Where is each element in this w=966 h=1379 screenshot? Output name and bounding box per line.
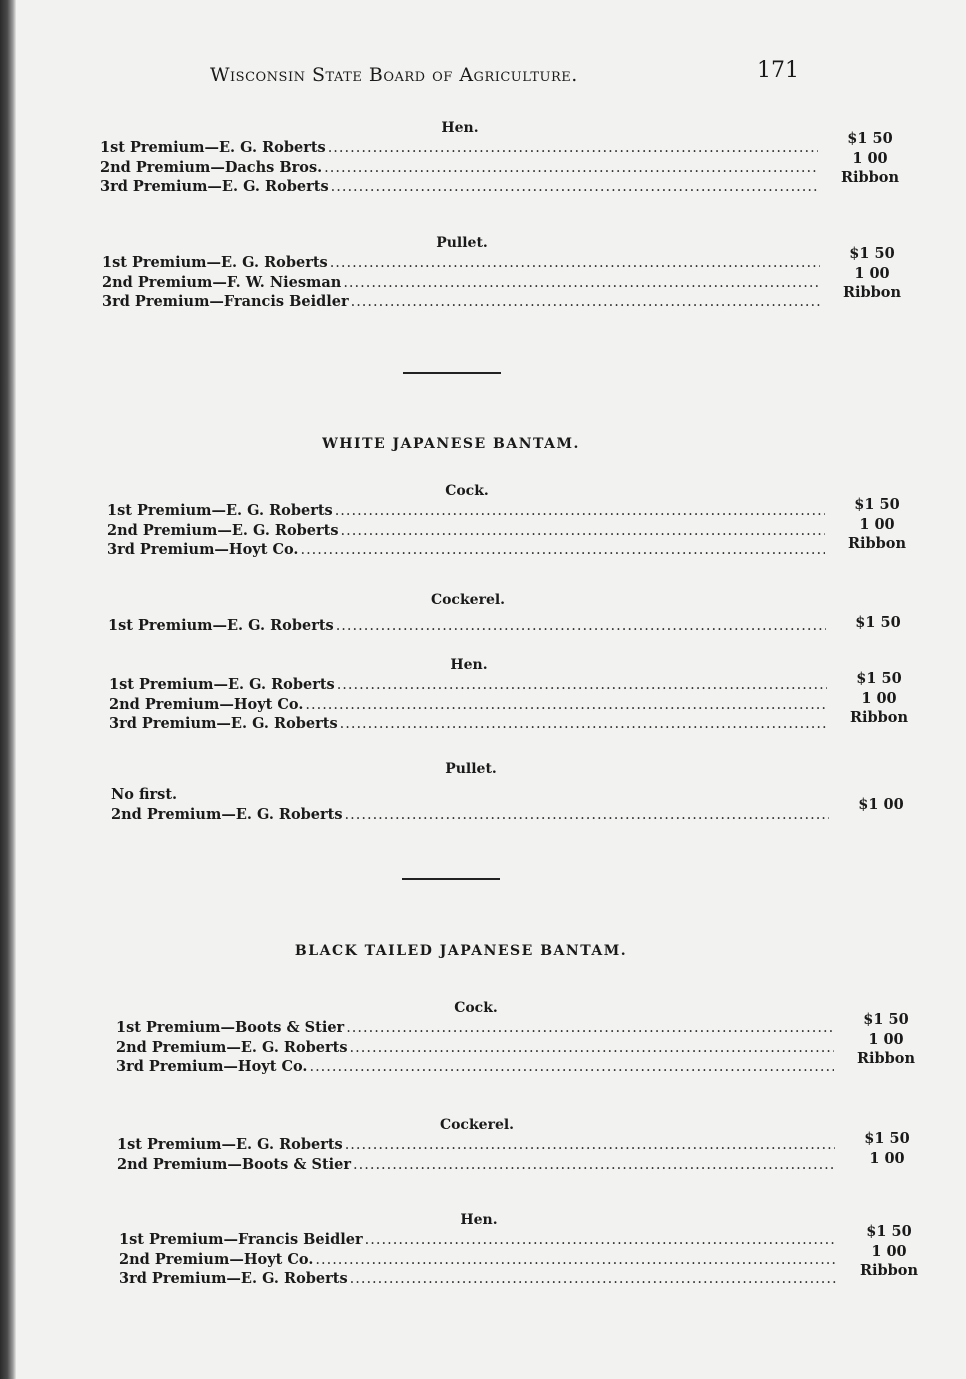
running-title: Wisconsin State Board of Agriculture. (210, 64, 578, 86)
group-heading: Hen. (450, 657, 488, 673)
leader-dots (328, 139, 818, 159)
entry-amount: $1 50 (863, 1011, 909, 1028)
entry-label: 2nd Premium—Hoyt Co. (119, 1250, 314, 1268)
entry-amount: 1 00 (869, 1149, 905, 1167)
entry-list (116, 1011, 916, 1077)
entry-note: No first. (111, 786, 178, 803)
leader-dots (345, 806, 829, 826)
entry-amount: 1 00 (871, 1242, 907, 1260)
entry-row (116, 1057, 836, 1077)
entry-amount: Ribbon (849, 709, 909, 726)
entry-label: 2nd Premium—Dachs Bros. (100, 158, 323, 176)
entry-row (111, 805, 831, 825)
entry-note-row (111, 785, 831, 805)
leader-dots (350, 1270, 837, 1290)
group-white-cock (107, 481, 907, 560)
entry-amount: $1 50 (854, 496, 900, 513)
leader-dots (365, 1231, 837, 1251)
group-white-cockerel (108, 590, 901, 636)
entry-amount: $1 50 (849, 245, 895, 262)
entry-list (100, 130, 900, 197)
group-white-pullet (111, 759, 904, 824)
entry-label: 3rd Premium—Hoyt Co. (107, 541, 299, 558)
group-white-hen (109, 655, 909, 734)
entry-amount: 1 00 (854, 264, 890, 282)
group-heading: Cockerel. (430, 592, 506, 608)
entry-label: 2nd Premium—E. G. Roberts (107, 521, 339, 539)
group-heading: Hen. (441, 120, 479, 136)
leader-dots (345, 1136, 835, 1156)
entry-row (117, 1135, 837, 1155)
leader-dots (353, 1156, 835, 1176)
entry-row (119, 1230, 839, 1250)
entry-row (102, 292, 822, 312)
entry-amount: $1 50 (847, 130, 893, 147)
leader-dots (305, 696, 827, 716)
entry-amount: $1 00 (858, 796, 904, 813)
section-title-black: BLACK TAILED JAPANESE BANTAM. (294, 943, 628, 959)
group-heading: Hen. (460, 1212, 498, 1228)
group-heading: Cock. (445, 483, 489, 499)
entry-amount: Ribbon (859, 1262, 919, 1279)
amount-column (837, 244, 907, 303)
amount-column (854, 1222, 924, 1281)
entry-amount: 1 00 (859, 515, 895, 533)
group-heading: Cockerel. (439, 1117, 515, 1133)
entry-row (100, 158, 820, 178)
amount-column (843, 613, 913, 633)
entry-row (109, 675, 829, 695)
entry-row (109, 714, 829, 734)
leader-dots (300, 541, 825, 561)
section-divider (402, 878, 500, 880)
group-heading: Cock. (454, 1000, 498, 1016)
leader-dots (346, 1019, 834, 1039)
entry-label: 1st Premium—E. G. Roberts (102, 254, 328, 271)
entry-label: 1st Premium—Boots & Stier (116, 1019, 345, 1036)
entry-list (111, 785, 904, 824)
leader-dots (309, 1058, 834, 1078)
entry-label: 1st Premium—Francis Beidler (119, 1231, 363, 1248)
section-divider (403, 372, 501, 374)
leader-dots (315, 1251, 837, 1271)
entry-label: 2nd Premium—E. G. Roberts (111, 805, 343, 823)
entry-label: 2nd Premium—F. W. Niesman (102, 273, 342, 291)
entry-row (107, 501, 827, 521)
group-heading: Pullet. (445, 761, 497, 777)
leader-dots (324, 159, 818, 179)
entry-row (116, 1038, 836, 1058)
group-black-hen (119, 1210, 919, 1289)
leader-dots (331, 178, 818, 198)
entry-amount: Ribbon (842, 284, 902, 301)
leader-dots (340, 715, 827, 735)
amount-column (852, 1129, 922, 1168)
entry-row (100, 138, 820, 158)
page-number: 171 (757, 58, 799, 83)
entry-list (108, 614, 901, 636)
amount-column (851, 1010, 921, 1069)
group-black-cockerel (117, 1115, 910, 1174)
entry-label: 2nd Premium—Hoyt Co. (109, 695, 304, 713)
entry-row (108, 616, 828, 636)
leader-dots (343, 274, 820, 294)
entry-amount: 1 00 (852, 149, 888, 167)
entry-amount: Ribbon (847, 535, 907, 552)
entry-row (100, 177, 820, 197)
leader-dots (341, 522, 825, 542)
entry-label: 1st Premium—E. G. Roberts (100, 139, 326, 156)
entry-label: 2nd Premium—Boots & Stier (117, 1155, 352, 1173)
entry-amount: Ribbon (840, 169, 900, 186)
amount-column (844, 669, 914, 728)
entry-label: 3rd Premium—Hoyt Co. (116, 1058, 308, 1075)
entry-amount: 1 00 (868, 1030, 904, 1048)
entry-row (116, 1018, 836, 1038)
entry-label: 1st Premium—E. G. Roberts (107, 502, 333, 519)
entry-row (107, 521, 827, 541)
entry-list (102, 245, 902, 312)
entry-label: 3rd Premium—Francis Beidler (102, 293, 349, 310)
leader-dots (336, 617, 826, 637)
entry-amount: $1 50 (864, 1130, 910, 1147)
entry-row (102, 273, 822, 293)
entry-row (107, 540, 827, 560)
entry-amount: Ribbon (856, 1050, 916, 1067)
amount-column (835, 129, 905, 188)
entry-label: 3rd Premium—E. G. Roberts (109, 715, 338, 732)
entry-row (119, 1269, 839, 1289)
leader-dots (335, 502, 825, 522)
entry-list (107, 496, 907, 560)
entry-amount: $1 50 (866, 1223, 912, 1240)
running-header (0, 58, 966, 94)
group-black-cock (116, 998, 916, 1077)
entry-label: 3rd Premium—E. G. Roberts (119, 1270, 348, 1287)
entry-amount: $1 50 (855, 614, 901, 631)
entry-row (102, 253, 822, 273)
book-binding-edge (0, 0, 16, 1379)
leader-dots (350, 1039, 834, 1059)
leader-dots (330, 254, 820, 274)
section-title-white: WHITE JAPANESE BANTAM. (322, 436, 580, 452)
entry-row (109, 695, 829, 715)
leader-dots (337, 676, 827, 696)
entry-label: 1st Premium—E. G. Roberts (108, 617, 334, 634)
group-pullet-top (102, 233, 902, 312)
amount-column (842, 495, 912, 554)
entry-list (119, 1223, 919, 1289)
entry-list (109, 670, 909, 734)
entry-label: 2nd Premium—E. G. Roberts (116, 1038, 348, 1056)
entry-amount: 1 00 (861, 689, 897, 707)
entry-label: 1st Premium—E. G. Roberts (109, 676, 335, 693)
entry-row (117, 1155, 837, 1175)
leader-dots (351, 293, 820, 313)
group-hen-top (100, 118, 900, 197)
entry-amount: $1 50 (856, 670, 902, 687)
entry-label: 1st Premium—E. G. Roberts (117, 1136, 343, 1153)
entry-row (119, 1250, 839, 1270)
entry-label: 3rd Premium—E. G. Roberts (100, 178, 329, 195)
amount-column (846, 795, 916, 815)
group-heading: Pullet. (436, 235, 488, 251)
entry-list (117, 1130, 910, 1174)
